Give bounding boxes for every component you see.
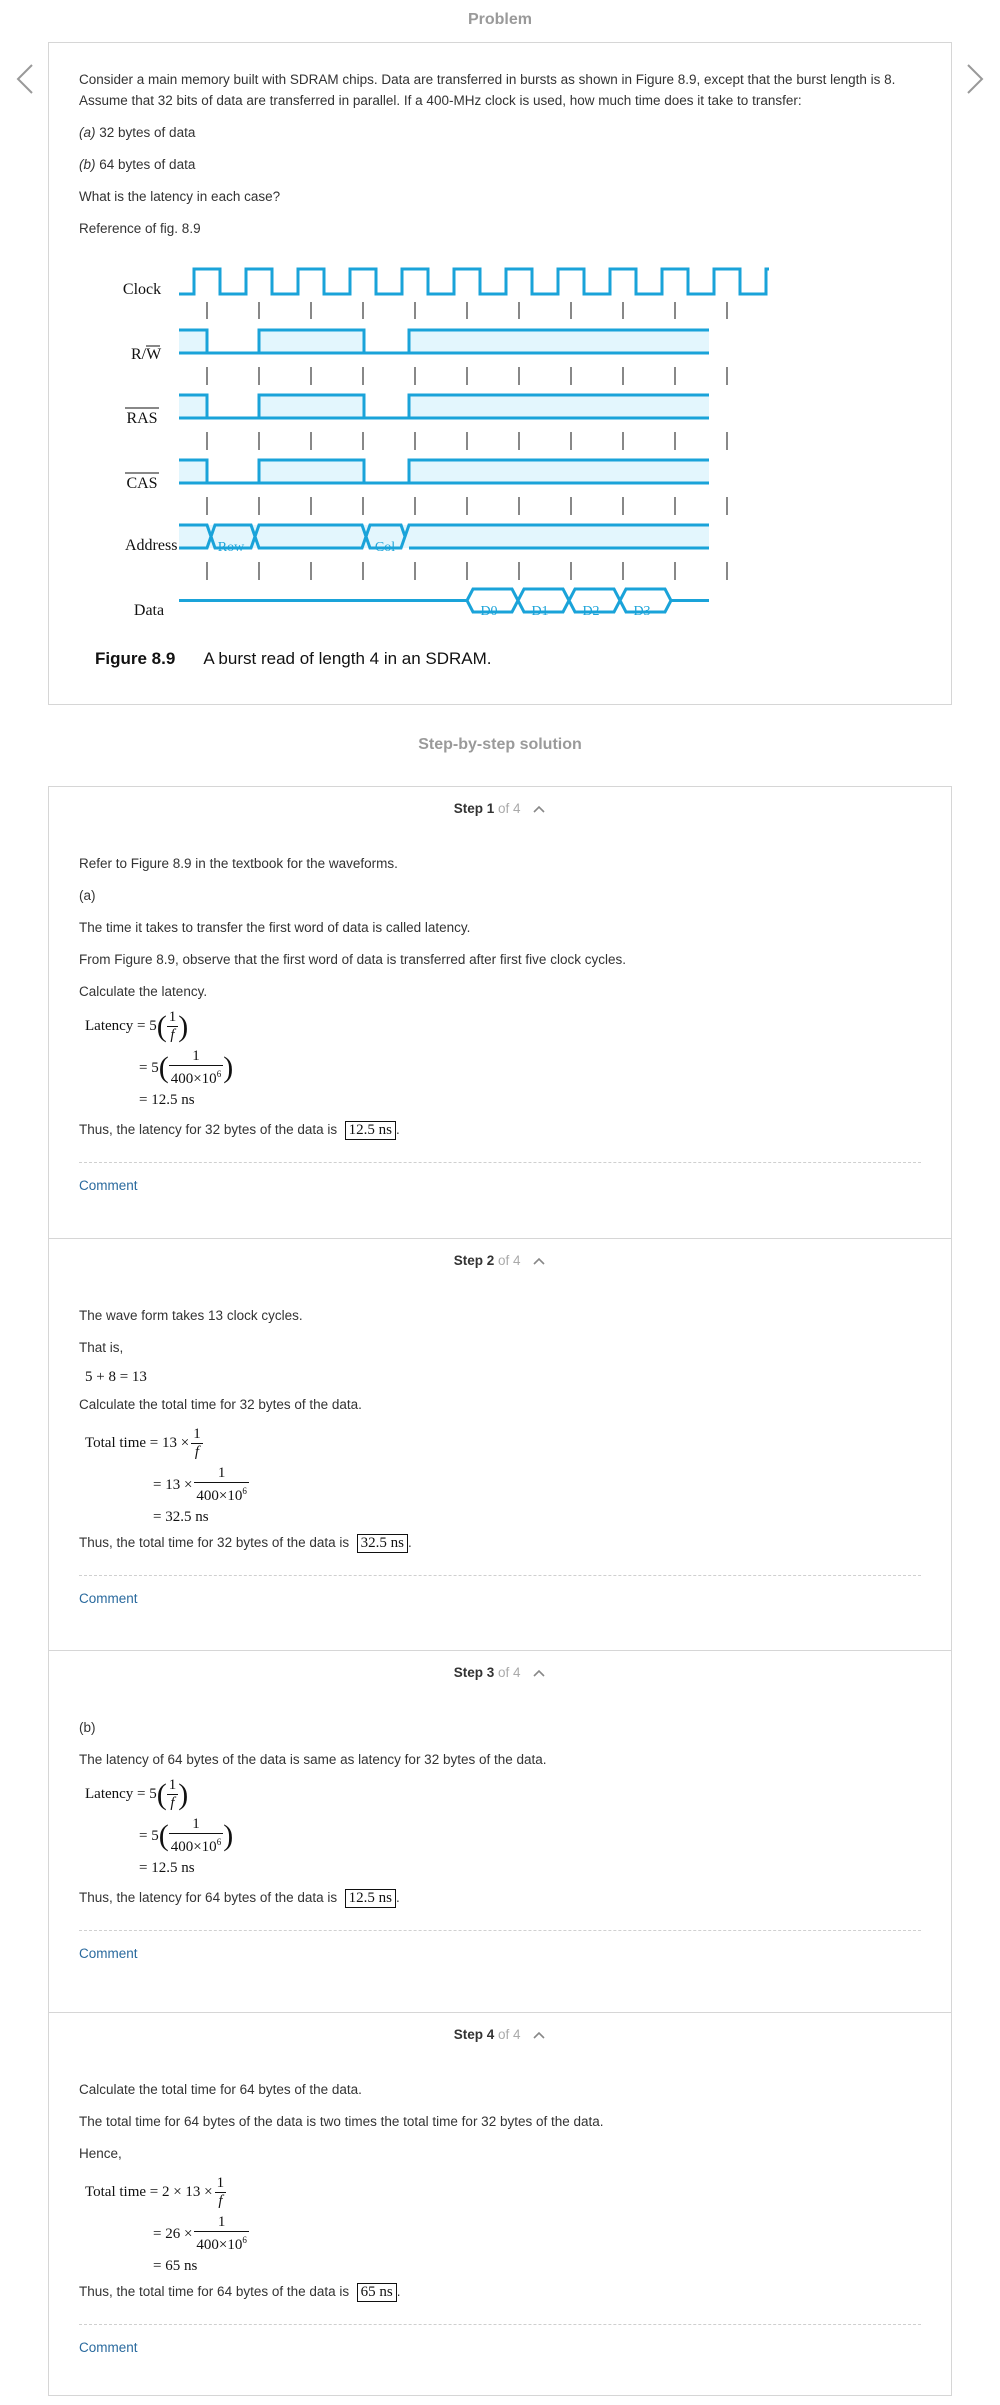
fraction-denominator-text: f	[170, 1027, 175, 1043]
next-button[interactable]	[965, 62, 985, 96]
solution-card	[48, 786, 952, 2396]
step-text: The latency of 64 bytes of the data is same as latency for 32 bytes of the data.	[79, 1752, 547, 1767]
cas-fill	[259, 460, 364, 483]
result-text: Thus, the total time for 32 bytes of the data is	[79, 1535, 350, 1550]
equation-line: 5 + 8 = 13	[85, 1369, 147, 1385]
fraction-numerator: 1	[194, 2214, 248, 2232]
divider	[79, 1162, 921, 1163]
data-label-d2: D2	[582, 604, 600, 619]
exponent: 6	[216, 1837, 222, 1847]
fraction-denominator-text: 400×10	[170, 1839, 217, 1855]
fraction-numerator: 1	[194, 1465, 248, 1483]
problem-part-b	[79, 154, 921, 175]
fraction-numerator: 1	[168, 1777, 177, 1793]
step-number: Step 1	[453, 801, 495, 816]
fraction-denominator-text: f	[218, 2193, 223, 2209]
fraction-numerator: 1	[193, 1426, 201, 1442]
result-value-box: 32.5 ns	[357, 1534, 408, 1553]
fraction-numerator: 1	[216, 2175, 225, 2191]
step-text: Refer to Figure 8.9 in the textbook for the waveforms.	[79, 856, 398, 871]
problem-question: What is the latency in each case?	[79, 189, 281, 204]
rw-fill	[409, 330, 709, 353]
comment-link[interactable]: Comment	[79, 1946, 138, 1961]
equation-line: = 5	[139, 1059, 159, 1076]
chevron-up-icon[interactable]	[532, 804, 546, 814]
fraction-denominator	[215, 2193, 227, 2210]
step-header[interactable]	[79, 2013, 921, 2049]
equation-block	[85, 1426, 921, 1526]
step-text: (a)	[79, 888, 96, 903]
problem-reference: Reference of fig. 8.9	[79, 221, 201, 236]
step-result: Thus, the latency for 32 bytes of the data is 12.5 ns .	[79, 1122, 400, 1138]
figure-caption	[95, 649, 492, 669]
divider	[79, 1575, 921, 1576]
step-text: From Figure 8.9, observe that the first word of data is transferred after first five clock cycles.	[79, 952, 626, 967]
result-text: Thus, the latency for 32 bytes of the data is	[79, 1122, 338, 1137]
rw-fill	[259, 330, 364, 353]
step-number: Step 4	[453, 2027, 495, 2042]
fraction-denominator	[167, 1027, 179, 1044]
problem-card	[48, 42, 952, 705]
step-text: That is,	[79, 1340, 124, 1355]
part-b-text: 64 bytes of data	[99, 157, 196, 172]
part-a-text: 32 bytes of data	[99, 125, 196, 140]
comment-link[interactable]: Comment	[79, 1591, 138, 1606]
clock-wave	[179, 269, 769, 294]
step-count: of 4	[497, 1253, 521, 1268]
step-text: Calculate the latency.	[79, 984, 208, 999]
fraction-denominator	[194, 1483, 248, 1505]
step-text: The time it takes to transfer the first word of data is called latency.	[79, 920, 471, 935]
equation-result: = 12.5 ns	[139, 1092, 195, 1108]
step-result: Thus, the total time for 32 bytes of the data is 32.5 ns .	[79, 1535, 412, 1551]
label-rw-text: R/W	[131, 346, 162, 363]
chevron-up-icon[interactable]	[532, 1668, 546, 1678]
fraction-numerator: 1	[168, 1009, 177, 1025]
label-clock: Clock	[122, 281, 162, 298]
figure-8-9	[79, 257, 921, 677]
data-label-d3: D3	[633, 604, 651, 619]
cas-fill	[179, 460, 207, 483]
cas-fill	[409, 460, 709, 483]
data-label-d1: D1	[531, 604, 549, 619]
ras-fill	[179, 395, 207, 418]
step-header[interactable]	[79, 787, 921, 823]
ras-fill	[409, 395, 709, 418]
figure-caption-label: Figure 8.9	[95, 649, 176, 668]
equation-block: Latency = 5 ( $\frac{1}{f}$ ) = 5 ( $\frac{1}{400\times 10^6}$ ) = 12.5 ns	[85, 1009, 921, 1109]
exponent: 6	[242, 1486, 247, 1496]
data-label-d0: D0	[480, 604, 498, 619]
fraction-denominator-text: f	[170, 1795, 175, 1811]
address-col-label: Col	[374, 540, 396, 555]
step-1	[49, 787, 951, 1238]
fraction-denominator-text: 400×10	[196, 1488, 243, 1504]
part-b-label: (b)	[79, 157, 96, 172]
divider	[79, 2324, 921, 2325]
exponent: 6	[216, 1069, 222, 1079]
equation-result: = 65 ns	[153, 2258, 198, 2274]
address-row-label: Row	[217, 540, 245, 555]
step-3	[49, 1650, 951, 2012]
timing-diagram	[79, 257, 799, 637]
solution-heading: Step-by-step solution	[418, 736, 582, 753]
step-text: Calculate the total time for 32 bytes of the data.	[79, 1397, 362, 1412]
fraction-denominator-text: 400×10	[196, 2237, 243, 2253]
chevron-right-icon	[965, 62, 985, 96]
result-text: Thus, the latency for 64 bytes of the data is	[79, 1890, 338, 1905]
step-count: of 4	[497, 1665, 521, 1680]
fraction-denominator	[169, 1066, 223, 1088]
equation-line: = 5	[139, 1827, 159, 1844]
fraction-numerator: 1	[169, 1816, 223, 1834]
result-text: Thus, the total time for 64 bytes of the data is	[79, 2284, 350, 2299]
divider	[79, 1930, 921, 1931]
result-value-box: 12.5 ns	[345, 1121, 396, 1140]
step-text: Hence,	[79, 2146, 122, 2161]
step-text: (b)	[79, 1720, 96, 1735]
equation-lhs: Total time = 2 × 13 ×	[85, 2184, 213, 2200]
equation-lhs: Total time = 13 ×	[85, 1435, 190, 1451]
step-text: The total time for 64 bytes of the data is two times the total time for 32 bytes of the data.	[79, 2114, 604, 2129]
problem-heading: Problem	[467, 11, 532, 28]
previous-button[interactable]	[15, 62, 35, 96]
problem-intro: Consider a main memory built with SDRAM chips. Data are transferred in bursts as shown in Figure 8.9, except that the burst length is 8. Assume that 32 bits of data are transferred in parallel. If a 400-MHz clock is used, how much time does it take to transfer:	[79, 72, 896, 108]
label-rw	[131, 346, 162, 363]
chevron-left-icon	[15, 62, 35, 96]
step-text: Calculate the total time for 64 bytes of the data.	[79, 2082, 362, 2097]
problem-part-a	[79, 122, 921, 143]
step-number: Step 3	[453, 1665, 495, 1680]
step-count: of 4	[497, 2027, 521, 2042]
equation-result: = 12.5 ns	[139, 1860, 195, 1876]
step-text: The wave form takes 13 clock cycles.	[79, 1308, 303, 1323]
part-a-label: (a)	[79, 125, 96, 140]
label-ras: RAS	[126, 410, 158, 427]
chevron-up-icon[interactable]	[532, 2030, 546, 2040]
equation-result: = 32.5 ns	[153, 1509, 209, 1525]
fraction-denominator	[167, 1795, 179, 1812]
step-result: Thus, the latency for 64 bytes of the data is 12.5 ns .	[79, 1890, 400, 1906]
rw-fill	[179, 330, 207, 353]
equation-lhs: Latency = 5	[85, 1786, 157, 1802]
equation-lhs: Latency = 5	[85, 1018, 157, 1034]
figure-caption-text: A burst read of length 4 in an SDRAM.	[203, 649, 492, 668]
equation-line: = 26 ×	[153, 2225, 193, 2242]
step-2	[49, 1238, 951, 1650]
exponent: 6	[242, 2235, 247, 2245]
result-value-box: 65 ns	[357, 2283, 397, 2302]
label-data: Data	[133, 602, 165, 619]
chevron-up-icon[interactable]	[532, 1256, 546, 1266]
step-number: Step 2	[453, 1253, 495, 1268]
result-value-box: 12.5 ns	[345, 1889, 396, 1908]
comment-link[interactable]: Comment	[79, 2340, 138, 2355]
equation-line: = 13 ×	[153, 1476, 193, 1493]
step-4	[49, 2012, 951, 2395]
comment-link[interactable]: Comment	[79, 1178, 138, 1193]
step-result: Thus, the total time for 64 bytes of the data is 65 ns .	[79, 2284, 401, 2300]
fraction-denominator-text: f	[194, 1444, 200, 1460]
ras-fill	[259, 395, 364, 418]
equation-block	[85, 2175, 921, 2275]
fraction-denominator	[169, 1834, 223, 1856]
fraction-denominator	[194, 2232, 248, 2254]
label-address: Address	[125, 537, 178, 554]
label-cas: CAS	[126, 475, 158, 492]
step-header[interactable]	[79, 1651, 921, 1687]
fraction-denominator-text: 400×10	[170, 1071, 217, 1087]
fraction-numerator: 1	[169, 1048, 223, 1066]
equation-block: Latency = 5 ( $\frac{1}{f}$ ) = 5 ( $\frac{1}{400\times 10^6}$ ) = 12.5 ns	[85, 1777, 921, 1877]
fraction-denominator	[191, 1444, 203, 1461]
step-count: of 4	[497, 801, 521, 816]
step-header[interactable]	[79, 1239, 921, 1275]
